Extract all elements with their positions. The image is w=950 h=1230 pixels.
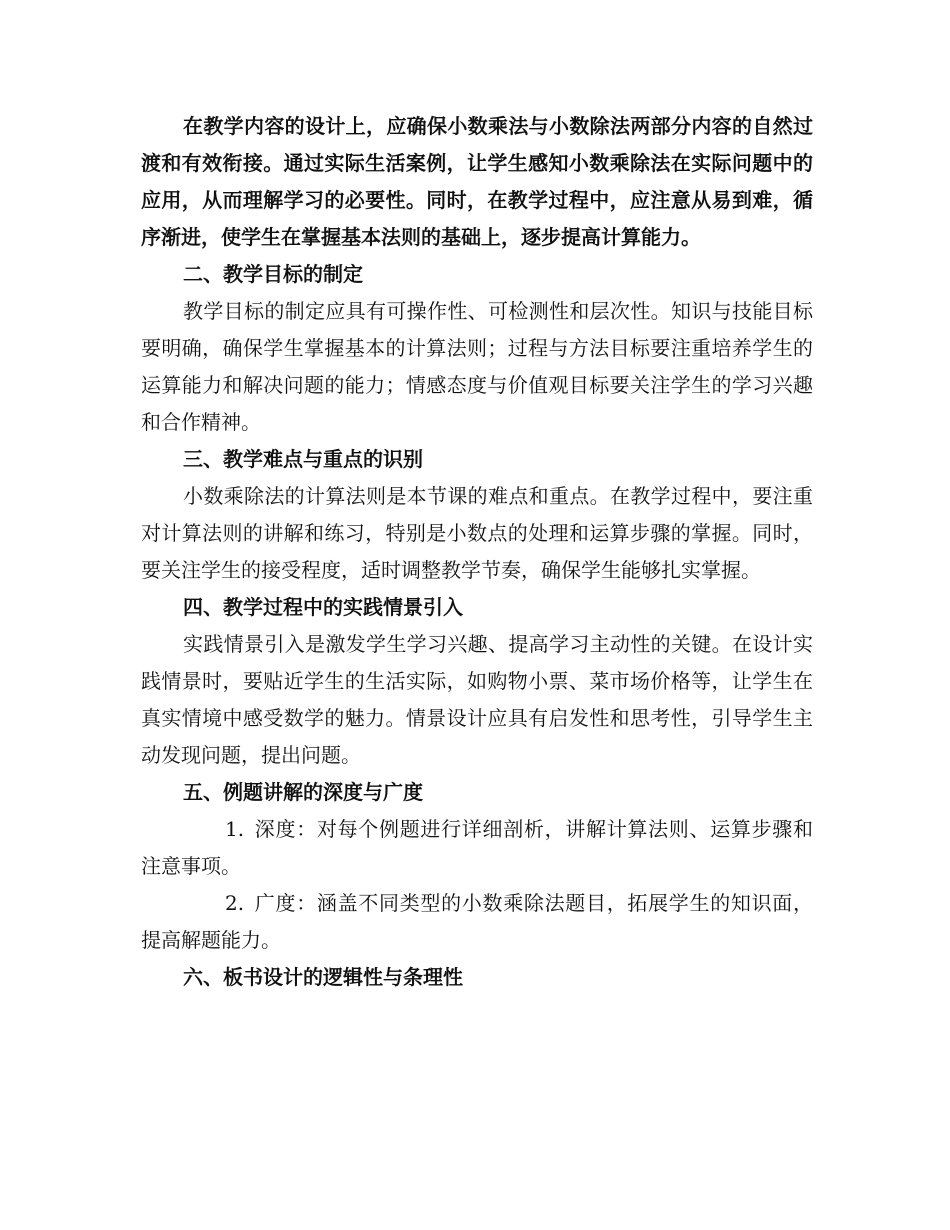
section-heading-examples: 五、例题讲解的深度与广度: [183, 780, 423, 804]
list-item-number: 1.: [225, 817, 245, 841]
section-body-key-points: 小数乘除法的计算法则是本节课的难点和重点。在教学过程中，要注重对计算法则的讲解和练习，特别是小数点的处理和运算步骤的掌握。同时，要关注学生的接受程度，适时调整教学节奏，确保学生能够扎实掌握。: [141, 484, 813, 582]
list-item: [141, 885, 813, 959]
section-heading-practice-scenario: 四、教学过程中的实践情景引入: [183, 595, 463, 619]
section-heading-objectives: 二、教学目标的制定: [183, 262, 363, 286]
intro-paragraph: 在教学内容的设计上，应确保小数乘法与小数除法两部分内容的自然过渡和有效衔接。通过实际生活案例，让学生感知小数乘除法在实际问题中的应用，从而理解学习的必要性。同时，在教学过程中，应注意从易到难，循序渐进，使学生在掌握基本法则的基础上，逐步提高计算能力。: [141, 114, 813, 249]
section-body-objectives: 教学目标的制定应具有可操作性、可检测性和层次性。知识与技能目标要明确，确保学生掌握基本的计算法则；过程与方法目标要注重培养学生的运算能力和解决问题的能力；情感态度与价值观目标要关注学生的学习兴趣和合作精神。: [141, 299, 813, 434]
list-item-text: 广度：涵盖不同类型的小数乘除法题目，拓展学生的知识面，提高解题能力。: [141, 891, 813, 952]
section-heading-blackboard-design: 六、板书设计的逻辑性与条理性: [183, 965, 463, 989]
list-item-text: 深度：对每个例题进行详细剖析，讲解计算法则、运算步骤和注意事项。: [141, 817, 813, 878]
section-heading-key-points: 三、教学难点与重点的识别: [183, 447, 423, 471]
document-page: [141, 108, 813, 996]
list-item: [141, 811, 813, 885]
list-item-number: 2.: [225, 891, 245, 915]
section-body-practice-scenario: 实践情景引入是激发学生学习兴趣、提高学习主动性的关键。在设计实践情景时，要贴近学生的生活实际，如购物小票、菜市场价格等，让学生在真实情境中感受数学的魅力。情景设计应具有启发性和思考性，引导学生主动发现问题，提出问题。: [141, 632, 813, 767]
